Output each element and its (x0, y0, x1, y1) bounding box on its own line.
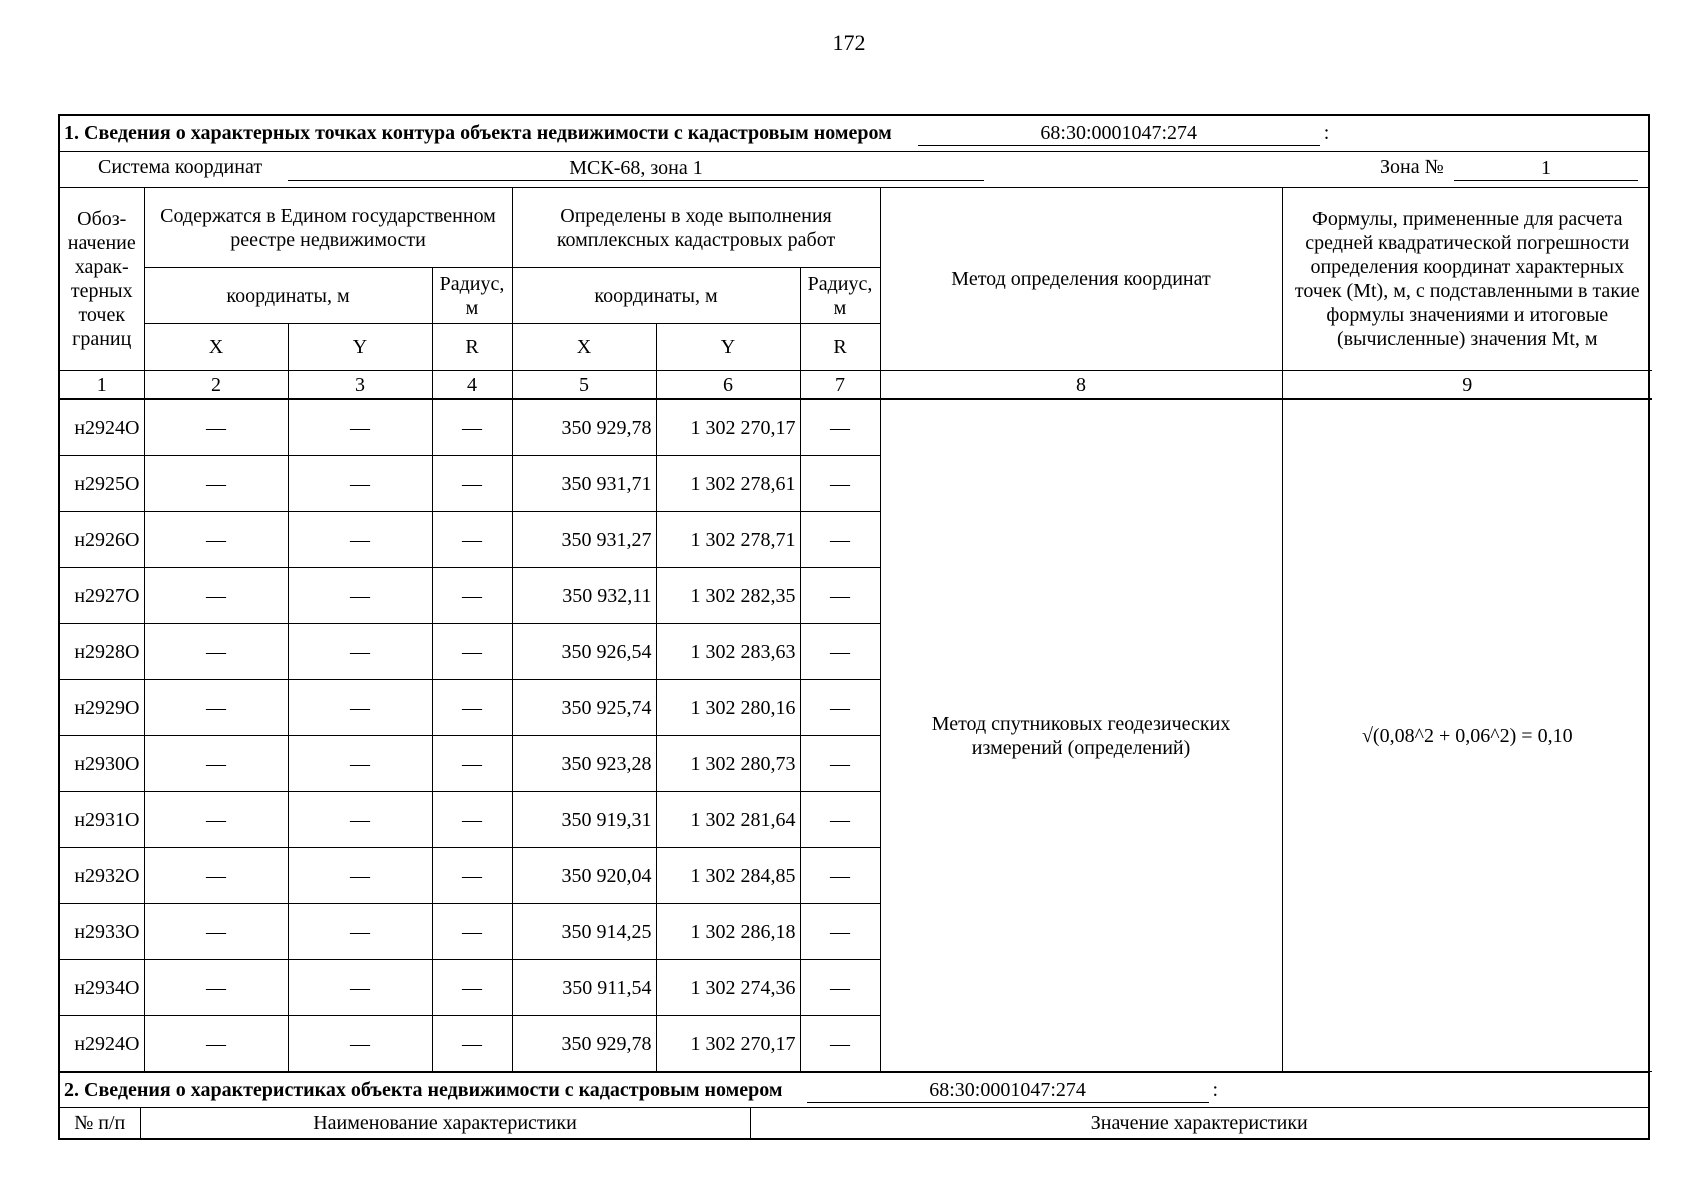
registry-y: — (288, 960, 432, 1016)
registry-y: — (288, 680, 432, 736)
registry-y: — (288, 399, 432, 456)
registry-x: — (144, 568, 288, 624)
determined-y: 1 302 281,64 (656, 792, 800, 848)
point-designation: н2932О (60, 848, 144, 904)
registry-r: — (432, 624, 512, 680)
determined-r: — (800, 960, 880, 1016)
determined-y: 1 302 270,17 (656, 399, 800, 456)
col-number: 3 (288, 371, 432, 400)
method-value (880, 399, 1282, 1072)
point-designation: н2933О (60, 904, 144, 960)
col-number: 2 (144, 371, 288, 400)
determined-x: 350 914,25 (512, 904, 656, 960)
determined-x: 350 931,27 (512, 512, 656, 568)
determined-r: — (800, 624, 880, 680)
determined-x: 350 926,54 (512, 624, 656, 680)
section2-cadastral-number: 68:30:0001047:274 (807, 1078, 1209, 1103)
characteristics-header-row (60, 1108, 1648, 1138)
header-y-determined: Y (656, 324, 800, 371)
point-designation: н2924О (60, 399, 144, 456)
header-r-registry: R (432, 324, 512, 371)
header-radius-registry: Радиус, м (432, 268, 512, 324)
col-number: 1 (60, 371, 144, 400)
point-designation: н2931О (60, 792, 144, 848)
point-designation: н2925О (60, 456, 144, 512)
registry-x: — (144, 960, 288, 1016)
registry-y: — (288, 736, 432, 792)
point-designation: н2927О (60, 568, 144, 624)
registry-x: — (144, 680, 288, 736)
header-r-determined: R (800, 324, 880, 371)
section1-colon: : (1323, 122, 1330, 144)
registry-x: — (144, 512, 288, 568)
determined-x: 350 932,11 (512, 568, 656, 624)
header-in-registry: Содержатся в Едином государственном реестре недвижимости (144, 188, 512, 268)
section2-colon: : (1212, 1078, 1219, 1101)
points-table (60, 188, 1652, 1072)
registry-r: — (432, 960, 512, 1016)
determined-y: 1 302 270,17 (656, 1016, 800, 1072)
section1-header (60, 116, 1648, 152)
coordinate-system-value: МСК-68, зона 1 (288, 156, 984, 181)
col-number: 9 (1282, 371, 1652, 400)
determined-r: — (800, 1016, 880, 1072)
registry-r: — (432, 1016, 512, 1072)
determined-x: 350 925,74 (512, 680, 656, 736)
determined-x: 350 919,31 (512, 792, 656, 848)
registry-r: — (432, 848, 512, 904)
determined-y: 1 302 282,35 (656, 568, 800, 624)
header-radius-determined: Радиус, м (800, 268, 880, 324)
coordinate-system-line (60, 152, 1648, 188)
point-designation: н2924О (60, 1016, 144, 1072)
registry-r: — (432, 456, 512, 512)
section2-header (60, 1072, 1648, 1108)
header-coords-determined: координаты, м (512, 268, 800, 324)
point-designation: н2926О (60, 512, 144, 568)
registry-x: — (144, 848, 288, 904)
determined-x: 350 923,28 (512, 736, 656, 792)
col-number: 6 (656, 371, 800, 400)
determined-r: — (800, 568, 880, 624)
method-value-text: Метод спутниковых геодезических измерений (определений) (931, 712, 1231, 759)
formula-value: √(0,08^2 + 0,06^2) = 0,10 (1282, 399, 1652, 1072)
registry-y: — (288, 512, 432, 568)
registry-r: — (432, 512, 512, 568)
registry-r: — (432, 399, 512, 456)
determined-r: — (800, 736, 880, 792)
header-determined: Определены в ходе выполнения комплексных кадастровых работ (512, 188, 880, 268)
registry-y: — (288, 904, 432, 960)
determined-y: 1 302 286,18 (656, 904, 800, 960)
point-designation: н2930О (60, 736, 144, 792)
determined-r: — (800, 904, 880, 960)
registry-y: — (288, 456, 432, 512)
determined-y: 1 302 278,71 (656, 512, 800, 568)
point-designation: н2928О (60, 624, 144, 680)
header-method: Метод определения координат (880, 188, 1282, 371)
section1-cadastral-number: 68:30:0001047:274 (918, 121, 1320, 146)
zone-value: 1 (1454, 156, 1638, 181)
determined-y: 1 302 283,63 (656, 624, 800, 680)
registry-r: — (432, 904, 512, 960)
header-number: № п/п (74, 1111, 126, 1134)
registry-y: — (288, 624, 432, 680)
registry-r: — (432, 680, 512, 736)
determined-x: 350 920,04 (512, 848, 656, 904)
header-formulas: Формулы, примененные для расчета средней квадратической погрешности определения координат характерных точек (Mt), м, с подставленными в такие формулы значениями и итоговые (вычисленные) значения Mt, м (1282, 188, 1652, 371)
col-number: 8 (880, 371, 1282, 400)
determined-r: — (800, 680, 880, 736)
determined-x: 350 929,78 (512, 399, 656, 456)
zone-label: Зона № (1380, 156, 1444, 178)
registry-y: — (288, 848, 432, 904)
header-x-registry: X (144, 324, 288, 371)
point-designation: н2934О (60, 960, 144, 1016)
registry-x: — (144, 904, 288, 960)
determined-x: 350 911,54 (512, 960, 656, 1016)
registry-x: — (144, 792, 288, 848)
determined-r: — (800, 848, 880, 904)
point-designation: н2929О (60, 680, 144, 736)
determined-r: — (800, 399, 880, 456)
registry-x: — (144, 1016, 288, 1072)
registry-y: — (288, 568, 432, 624)
characteristics-table (60, 1108, 1648, 1138)
header-designation: Обоз-начение харак-терных точек границ (60, 188, 144, 371)
registry-r: — (432, 568, 512, 624)
registry-r: — (432, 792, 512, 848)
header-y-registry: Y (288, 324, 432, 371)
col-number: 4 (432, 371, 512, 400)
determined-y: 1 302 274,36 (656, 960, 800, 1016)
section2-title: 2. Сведения о характеристиках объекта недвижимости с кадастровым номером (64, 1078, 783, 1101)
determined-r: — (800, 792, 880, 848)
registry-x: — (144, 399, 288, 456)
col-number: 7 (800, 371, 880, 400)
determined-y: 1 302 280,73 (656, 736, 800, 792)
registry-x: — (144, 736, 288, 792)
determined-r: — (800, 456, 880, 512)
determined-y: 1 302 280,16 (656, 680, 800, 736)
registry-x: — (144, 456, 288, 512)
header-x-determined: X (512, 324, 656, 371)
registry-r: — (432, 736, 512, 792)
coordinate-system-label: Система координат (98, 156, 263, 178)
determined-x: 350 931,71 (512, 456, 656, 512)
determined-r: — (800, 512, 880, 568)
table-row (60, 399, 1652, 456)
header-coords-registry: координаты, м (144, 268, 432, 324)
registry-y: — (288, 792, 432, 848)
determined-y: 1 302 284,85 (656, 848, 800, 904)
section1-title: 1. Сведения о характерных точках контура объекта недвижимости с кадастровым номером (64, 122, 892, 144)
registry-y: — (288, 1016, 432, 1072)
page-number: 172 (832, 30, 866, 55)
header-characteristic-name: Наименование характеристики (140, 1108, 750, 1138)
col-number: 5 (512, 371, 656, 400)
cadastral-form (58, 114, 1650, 1140)
determined-x: 350 929,78 (512, 1016, 656, 1072)
header-characteristic-value: Значение характеристики (750, 1108, 1648, 1138)
registry-x: — (144, 624, 288, 680)
determined-y: 1 302 278,61 (656, 456, 800, 512)
